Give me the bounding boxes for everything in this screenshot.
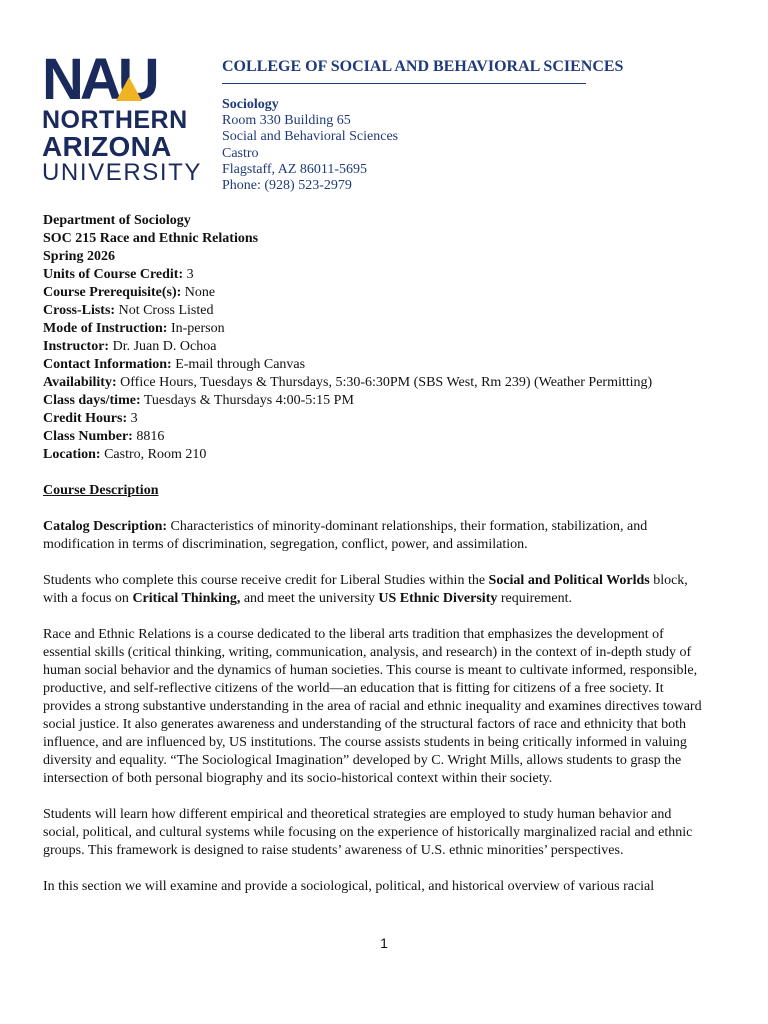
liberal-studies-paragraph: Students who complete this course receive credit for Liberal Studies within the Social and Political Worlds block, with a focus on Critical Thinking, and meet the university US Ethnic Diversity requirement. <box>43 573 688 606</box>
phone-line: Phone: (928) 523-2979 <box>222 178 352 194</box>
course-field: Availability: Office Hours, Tuesdays & Thursdays, 5:30-6:30PM (SBS West, Rm 239) (Weather Permitting) <box>43 375 653 390</box>
course-field: Units of Course Credit: 3 <box>43 267 194 282</box>
course-term: Spring 2026 <box>43 249 115 264</box>
course-field: Location: Castro, Room 210 <box>43 447 207 462</box>
course-department: Department of Sociology <box>43 213 191 228</box>
address-line: Flagstaff, AZ 86011-5695 <box>222 161 368 177</box>
logo-university: UNIVERSITY <box>42 159 203 186</box>
catalog-description: Catalog Description: Characteristics of minority-dominant relationships, their formation, stabilization, and modification in terms of discrimination, segregation, conflict, power, and assimilation. <box>43 519 648 552</box>
course-field: Contact Information: E-mail through Canvas <box>43 357 306 372</box>
course-field: Class Number: 8816 <box>43 429 165 444</box>
course-description-heading: Course Description <box>43 483 159 498</box>
course-field: Cross-Lists: Not Cross Listed <box>43 303 214 318</box>
logo-gold-triangle-icon <box>116 77 142 101</box>
course-field: Course Prerequisite(s): None <box>43 285 216 300</box>
description-paragraph: Students will learn how different empirical and theoretical strategies are employed to study human behavior and social, political, and cultural systems while focusing on the experience of historically marginalized racial and ethnic groups. This framework is designed to raise students’ awareness of U.S. ethnic minorities’ perspectives. <box>43 807 693 858</box>
description-paragraph: In this section we will examine and provide a sociological, political, and historical overview of various racial <box>43 879 655 894</box>
page-number: 1 <box>380 935 388 951</box>
course-field: Credit Hours: 3 <box>43 411 138 426</box>
logo-northern: NORTHERN <box>42 106 188 134</box>
description-paragraph: Race and Ethnic Relations is a course dedicated to the liberal arts tradition that emphasizes the development of essential skills (critical thinking, writing, communication, analysis, and research) in the context of in-depth study of human social behavior and the dynamics of human societies. This course is meant to cultivate informed, responsible, productive, and self-reflective citizens of the world—an education that is fitting for citizens of a free society. It provides a strong substantive understanding in the area of racial and ethnic inequality and examines directives toward social justice. It also generates awareness and understanding of the structural factors of race and ethnicity that both influence, and are influenced by, US institutions. The course assists students in being critically informed in valuing diversity and equality. “The Sociological Imagination” developed by C. Wright Mills, allows students to grasp the intersection of both personal biography and its socio-historical context within their society. <box>43 627 702 786</box>
logo-monogram: NAU <box>42 47 156 112</box>
logo-arizona: ARIZONA <box>42 131 172 162</box>
address-line: Castro <box>222 145 259 161</box>
address-line: Room 330 Building 65 <box>222 113 351 129</box>
syllabus-body <box>43 212 711 896</box>
nau-logo <box>42 47 206 186</box>
course-title: SOC 215 Race and Ethnic Relations <box>43 231 259 246</box>
department-name: Sociology <box>222 97 279 112</box>
course-field: Instructor: Dr. Juan D. Ochoa <box>43 339 217 354</box>
college-divider <box>222 83 586 84</box>
department-contact-block <box>222 97 398 194</box>
course-field: Mode of Instruction: In-person <box>43 321 225 336</box>
address-line: Social and Behavioral Sciences <box>222 129 399 145</box>
college-title: COLLEGE OF SOCIAL AND BEHAVIORAL SCIENCES <box>222 58 624 75</box>
course-field: Class days/time: Tuesdays & Thursdays 4:00-5:15 PM <box>43 393 354 408</box>
